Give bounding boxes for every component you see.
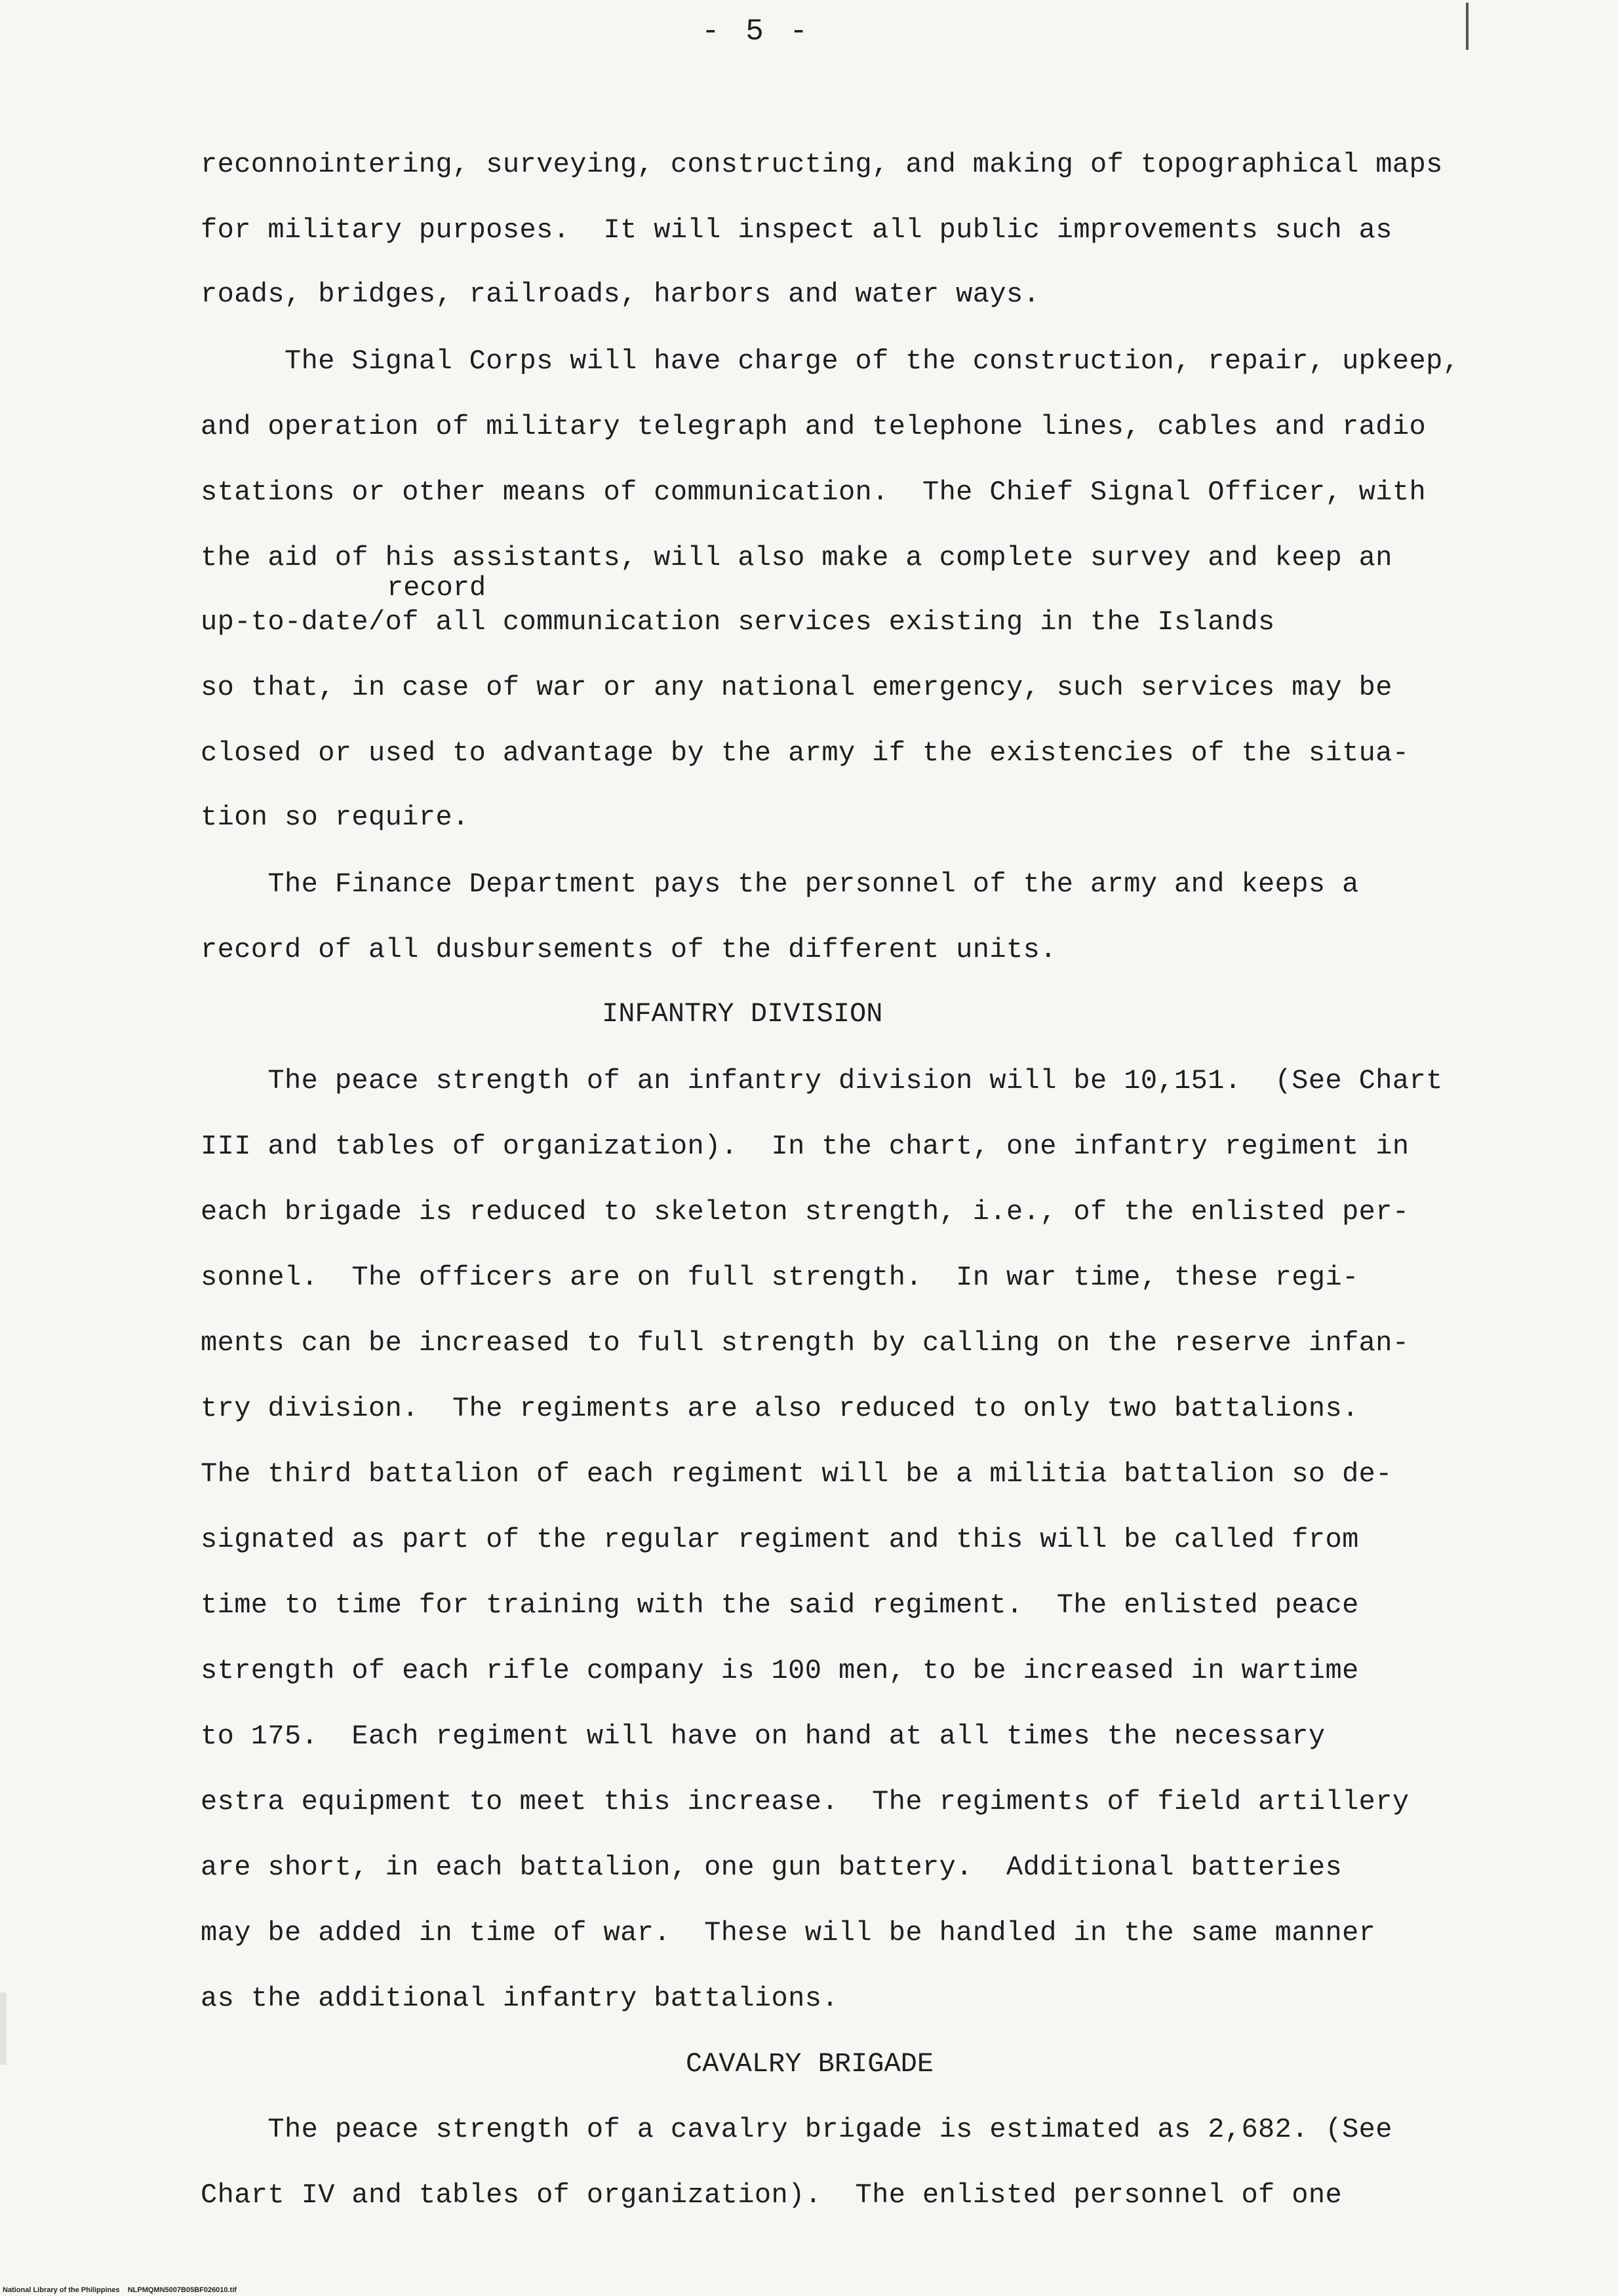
- text-line: up-to-date/of all communication services existing in the Islands: [201, 606, 1275, 638]
- text-line: may be added in time of war. These will be handled in the same manner: [201, 1917, 1376, 1949]
- text-line: try division. The regiments are also reduced to only two battalions.: [201, 1393, 1359, 1424]
- text-line: and operation of military telegraph and telephone lines, cables and radio: [201, 411, 1427, 442]
- scan-edge-mark: [1466, 3, 1469, 50]
- text-line: ments can be increased to full strength by calling on the reserve infan-: [201, 1327, 1410, 1359]
- handwritten-insert: record: [387, 572, 486, 604]
- text-line: are short, in each battalion, one gun battery. Additional batteries: [201, 1852, 1343, 1883]
- section-heading-infantry: INFANTRY DIVISION: [602, 998, 883, 1030]
- text-line: reconnointering, surveying, constructing, and making of topographical maps: [201, 149, 1443, 180]
- text-line: to 175. Each regiment will have on hand at all times the necessary: [201, 1721, 1326, 1752]
- text-line: Chart IV and tables of organization). The enlisted personnel of one: [201, 2179, 1343, 2211]
- text-line: The third battalion of each regiment will be a militia battalion so de-: [201, 1458, 1392, 1490]
- text-line: signated as part of the regular regiment and this will be called from: [201, 1524, 1359, 1555]
- scan-edge-shadow: [0, 1993, 7, 2065]
- text-line: The peace strength of an infantry division will be 10,151. (See Chart: [201, 1065, 1443, 1097]
- text-line: estra equipment to meet this increase. The regiments of field artillery: [201, 1786, 1410, 1818]
- text-line: tion so require.: [201, 802, 469, 833]
- section-heading-cavalry: CAVALRY BRIGADE: [686, 2048, 934, 2080]
- text-line: as the additional infantry battalions.: [201, 1983, 839, 2014]
- page-number: - 5 -: [701, 14, 812, 49]
- text-line: roads, bridges, railroads, harbors and water ways.: [201, 279, 1040, 310]
- text-line: so that, in case of war or any national emergency, such services may be: [201, 672, 1392, 703]
- text-line: sonnel. The officers are on full strength. In war time, these regi-: [201, 1262, 1359, 1293]
- text-line: for military purposes. It will inspect all public improvements such as: [201, 214, 1392, 246]
- text-line: record of all dusbursements of the different units.: [201, 934, 1057, 965]
- text-line: The Finance Department pays the personnel of the army and keeps a: [201, 868, 1359, 900]
- text-line: III and tables of organization). In the chart, one infantry regiment in: [201, 1131, 1410, 1162]
- text-line: strength of each rifle company is 100 men, to be increased in wartime: [201, 1655, 1359, 1686]
- text-line: time to time for training with the said regiment. The enlisted peace: [201, 1589, 1359, 1621]
- text-line: the aid of his assistants, will also make a complete survey and keep an: [201, 542, 1392, 574]
- archive-footer: National Library of the Philippines NLPMQMN5007B05BF026010.tif: [3, 2286, 237, 2294]
- text-line: stations or other means of communication. The Chief Signal Officer, with: [201, 477, 1427, 508]
- text-line: each brigade is reduced to skeleton strength, i.e., of the enlisted per-: [201, 1196, 1410, 1228]
- text-line: closed or used to advantage by the army if the existencies of the situa-: [201, 737, 1410, 769]
- text-line: The Signal Corps will have charge of the construction, repair, upkeep,: [201, 345, 1460, 377]
- text-line: The peace strength of a cavalry brigade is estimated as 2,682. (See: [201, 2114, 1392, 2145]
